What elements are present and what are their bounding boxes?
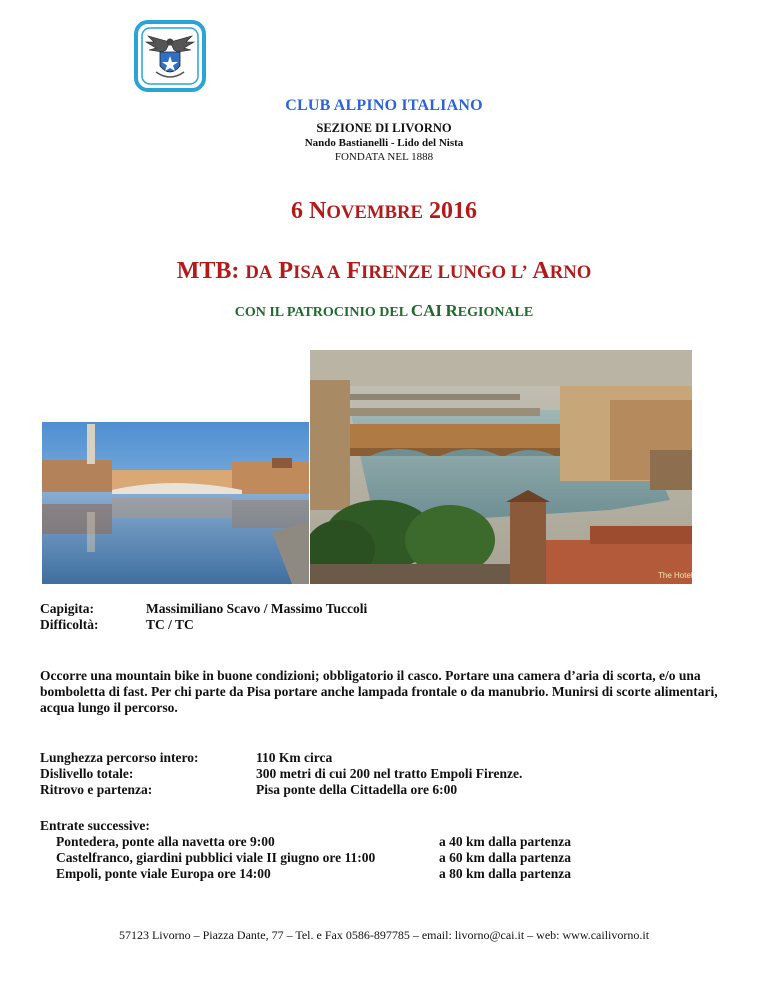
detail-value-elevation: 300 metri di cui 200 nel tratto Empoli Firenze. (256, 766, 523, 781)
photo-credit: The Hotel (658, 571, 692, 580)
club-name: CLUB ALPINO ITALIANO (285, 97, 483, 114)
detail-label-meeting: Ritrovo e partenza: (40, 782, 153, 797)
founded: FONDATA NEL 1888 (334, 151, 434, 163)
leaders-value: Massimiliano Scavo / Massimo Tuccoli (146, 601, 368, 616)
equipment-notes: Occorre una mountain bike in buone condizioni; obbligatorio il casco. Portare una camera d’aria di scorta, e/o una bomboletta di fast. Per chi parte da Pisa portare anche lampada frontale o da manubrio. Munirsi di scorte alimentari, acqua lungo il percorso. (40, 668, 718, 715)
detail-value-meeting: Pisa ponte della Cittadella ore 6:00 (256, 782, 458, 797)
entry-distance: a 80 km dalla partenza (439, 866, 572, 881)
detail-label-length: Lunghezza percorso intero: (40, 750, 199, 765)
event-date: 6 NOVEMBRE 2016 (291, 198, 477, 224)
event-title: MTB: DA PISA A FIRENZE LUNGO L’ ARNO (176, 258, 592, 284)
entry-place: Pontedera, ponte alla navetta ore 9:00 (56, 834, 275, 849)
entry-place: Empoli, ponte viale Europa ore 14:00 (56, 866, 271, 881)
section-name: SEZIONE DI LIVORNO (316, 121, 452, 135)
cai-logo (134, 20, 206, 92)
difficulty-label: Difficoltà: (40, 617, 99, 632)
leaders-label: Capigita: (40, 601, 94, 616)
difficulty-value: TC / TC (146, 617, 194, 632)
entry-distance: a 40 km dalla partenza (439, 834, 572, 849)
patronage: CON IL PATROCINIO DEL CAI REGIONALE (234, 301, 534, 320)
entries-title: Entrate successive: (40, 818, 150, 833)
detail-label-elevation: Dislivello totale: (40, 766, 134, 781)
photo-firenze-ponte-vecchio (310, 350, 692, 584)
footer-contacts: 57123 Livorno – Piazza Dante, 77 – Tel. e Fax 0586-897785 – email: livorno@cai.it – web: www.cailivorno.it (118, 928, 650, 942)
entry-place: Castelfranco, giardini pubblici viale II giugno ore 11:00 (56, 850, 376, 865)
dedication: Nando Bastianelli - Lido del Nista (304, 137, 464, 149)
entry-distance: a 60 km dalla partenza (439, 850, 572, 865)
detail-value-length: 110 Km circa (256, 750, 333, 765)
photo-pisa-arno (42, 422, 309, 584)
